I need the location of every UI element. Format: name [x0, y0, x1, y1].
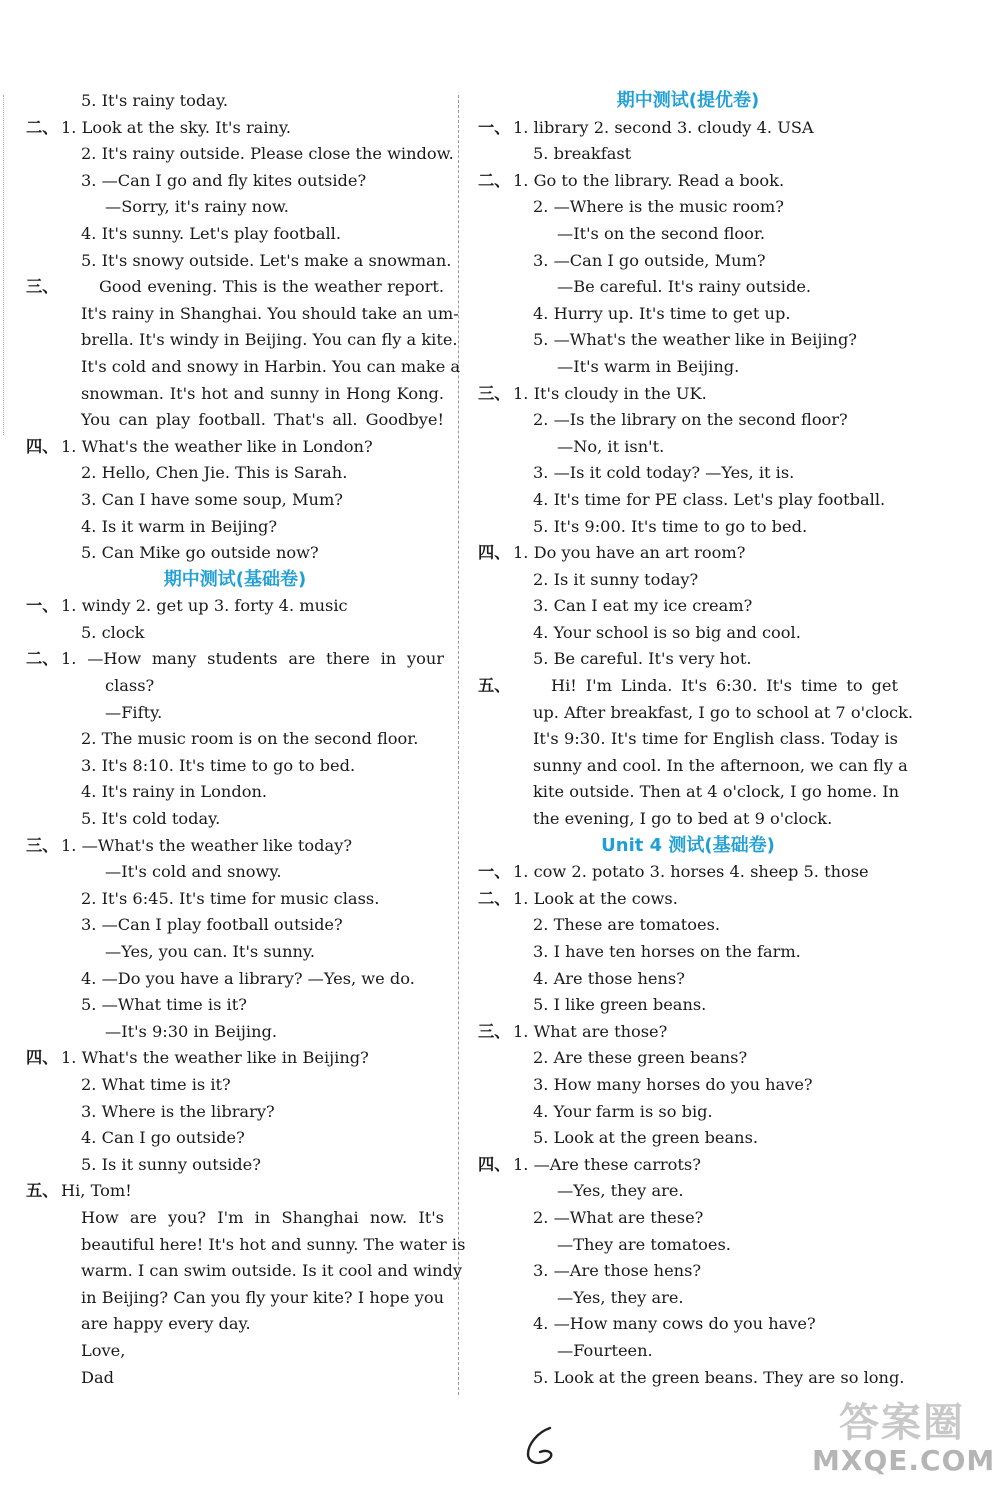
answer-line	[478, 1099, 898, 1126]
answer-text: 3. Can I eat my ice cream?	[533, 596, 753, 616]
answer-line	[478, 673, 898, 700]
answer-line	[26, 700, 444, 727]
answer-text: 5. Look at the green beans. They are so long.	[533, 1367, 905, 1387]
answer-text: 5. Can Mike go outside now?	[81, 543, 319, 563]
question-section-number	[478, 992, 513, 1019]
answer-line	[478, 753, 908, 780]
question-section-number: 一、	[26, 596, 59, 616]
question-section-number	[26, 540, 61, 567]
question-section-number	[478, 487, 513, 514]
answer-line	[478, 540, 898, 567]
question-section-number	[26, 194, 61, 221]
answer-line	[478, 1285, 898, 1312]
answer-line	[26, 646, 444, 673]
answer-text: kite outside. Then at 4 o'clock, I go home. In	[533, 782, 900, 802]
question-section-number: 三、	[478, 383, 511, 403]
answer-text: sunny and cool. In the afternoon, we can fly a	[533, 755, 908, 775]
question-section-number: 四、	[26, 436, 59, 456]
answer-line	[26, 460, 444, 487]
answer-text: 2. Hello, Chen Jie. This is Sarah.	[81, 463, 348, 483]
answer-text: —They are tomatoes.	[557, 1234, 731, 1254]
answer-text: 2. Is it sunny today?	[533, 569, 699, 589]
answer-line	[478, 567, 898, 594]
right-column	[478, 88, 914, 1391]
question-section-number	[478, 700, 513, 727]
answer-text: 3. —Can I go and fly kites outside?	[81, 170, 367, 190]
answer-text: —Be careful. It's rainy outside.	[557, 277, 812, 297]
question-section-number	[26, 620, 61, 647]
question-section-number: 五、	[478, 676, 511, 696]
answer-text: 5. It's 9:00. It's time to go to bed.	[533, 516, 808, 536]
question-section-number	[478, 1205, 513, 1232]
answer-line	[478, 1072, 898, 1099]
answer-text: It's cold and snowy in Harbin. You can make a	[81, 356, 461, 376]
answer-text: 3. —Can I play football outside?	[81, 915, 343, 935]
question-section-number: 二、	[478, 170, 511, 190]
answer-line	[26, 620, 444, 647]
question-section-number: 二、	[26, 649, 59, 669]
answer-text: —It's cold and snowy.	[105, 862, 282, 882]
answer-line	[478, 381, 898, 408]
answer-line	[478, 1125, 898, 1152]
question-section-number	[478, 646, 513, 673]
answer-text: 1. What's the weather like in Beijing?	[61, 1048, 369, 1068]
answer-text: beautiful here! It's hot and sunny. The water is	[81, 1234, 466, 1254]
answer-text: 1. What's the weather like in London?	[61, 436, 373, 456]
question-section-number	[478, 1285, 513, 1312]
answer-line	[26, 726, 444, 753]
section-heading: 期中测试(基础卷)	[163, 568, 307, 590]
question-section-number	[26, 381, 61, 408]
left-column	[26, 88, 466, 1391]
question-section-number	[478, 1232, 513, 1259]
answer-line	[478, 939, 898, 966]
answer-text: 5. I like green beans.	[533, 995, 707, 1015]
answer-text: —Fifty.	[105, 702, 163, 722]
answer-line	[478, 487, 898, 514]
answer-text: 4. It's time for PE class. Let's play football.	[533, 489, 886, 509]
answer-text: 5. It's snowy outside. Let's make a snowman.	[81, 250, 452, 270]
question-section-number	[478, 1125, 513, 1152]
answer-line	[478, 168, 898, 195]
answer-text: 4. —Do you have a library? —Yes, we do.	[81, 968, 415, 988]
answer-line	[478, 115, 898, 142]
answer-text: 1. windy 2. get up 3. forty 4. music	[61, 596, 348, 616]
answer-line	[478, 1205, 898, 1232]
answer-text: 1. cow 2. potato 3. horses 4. sheep 5. those	[513, 862, 869, 882]
answer-line	[26, 354, 461, 381]
answer-text: 4. Hurry up. It's time to get up.	[533, 303, 791, 323]
answer-line	[26, 274, 444, 301]
question-section-number	[478, 407, 513, 434]
answer-text: 5. Look at the green beans.	[533, 1128, 759, 1148]
answer-line	[26, 886, 444, 913]
question-section-number	[478, 354, 513, 381]
answer-text: 1. It's cloudy in the UK.	[513, 383, 707, 403]
answer-text: —Yes, you can. It's sunny.	[105, 942, 316, 961]
question-section-number	[478, 1045, 513, 1072]
answer-line	[26, 327, 458, 354]
answer-text: 4. —How many cows do you have?	[533, 1314, 816, 1334]
answer-line	[478, 194, 898, 221]
answer-text: 4. It's rainy in London.	[81, 782, 268, 802]
answer-text: brella. It's windy in Beijing. You can fly a kite.	[81, 330, 458, 350]
answer-line	[478, 434, 898, 461]
question-section-number: 四、	[478, 1154, 511, 1174]
answer-line	[478, 726, 898, 753]
question-section-number	[26, 726, 61, 753]
answer-line	[478, 354, 898, 381]
question-section-number: 四、	[26, 1048, 59, 1068]
question-section-number	[478, 141, 513, 168]
answer-line	[26, 753, 444, 780]
question-section-number: 二、	[26, 117, 59, 137]
answer-text: —Fourteen.	[557, 1340, 653, 1360]
answer-text: warm. I can swim outside. Is it cool and windy	[81, 1261, 463, 1281]
answer-line	[26, 1365, 444, 1392]
answer-text: 1. Do you have an art room?	[513, 543, 746, 563]
answer-line	[26, 966, 444, 993]
handwritten-page-number	[520, 1422, 560, 1470]
question-section-number	[26, 859, 61, 886]
question-section-number	[26, 141, 61, 168]
question-section-number	[478, 1311, 513, 1338]
answer-line	[478, 966, 898, 993]
answer-line	[478, 593, 898, 620]
answer-text: 4. Can I go outside?	[81, 1128, 245, 1148]
answer-text: 5. —What's the weather like in Beijing?	[533, 330, 857, 350]
answer-line	[26, 434, 444, 461]
question-section-number	[26, 487, 61, 514]
answer-line	[478, 1338, 898, 1365]
answer-line	[478, 1258, 898, 1285]
answer-text: 2. Are these green beans?	[533, 1048, 748, 1068]
answer-text: 2. The music room is on the second floor.	[81, 729, 419, 749]
answer-line	[26, 1232, 466, 1259]
question-section-number	[26, 1338, 61, 1365]
answer-line	[26, 939, 444, 966]
question-section-number	[478, 939, 513, 966]
answer-line	[26, 992, 444, 1019]
answer-text: 2. It's 6:45. It's time for music class.	[81, 888, 380, 908]
answer-line	[26, 1045, 444, 1072]
section-heading: 期中测试(提优卷)	[616, 90, 760, 111]
question-section-number	[26, 966, 61, 993]
question-section-number	[478, 514, 513, 541]
answer-text: snowman. It's hot and sunny in Hong Kong.	[81, 383, 444, 403]
answer-line	[26, 487, 444, 514]
question-section-number: 四、	[478, 543, 511, 563]
question-section-number	[478, 1338, 513, 1365]
question-section-number	[26, 1285, 61, 1312]
answer-text: —It's 9:30 in Beijing.	[105, 1021, 278, 1041]
answer-line	[26, 248, 452, 275]
answer-line	[478, 460, 898, 487]
answer-line	[478, 1311, 898, 1338]
question-section-number	[26, 1205, 61, 1232]
page-edge-dots	[3, 95, 4, 435]
answer-line	[478, 327, 898, 354]
question-section-number	[478, 1365, 513, 1392]
watermark	[812, 1400, 996, 1488]
watermark-url: MXQE.COM	[812, 1444, 996, 1477]
answer-text: —It's on the second floor.	[557, 223, 765, 243]
question-section-number	[26, 327, 61, 354]
answer-line	[26, 859, 444, 886]
answer-text: 4. It's sunny. Let's play football.	[81, 223, 341, 243]
answer-text: Hi! I'm Linda. It's 6:30. It's time to get	[551, 676, 898, 696]
answer-line	[26, 1178, 444, 1205]
answer-line	[26, 673, 444, 700]
answer-line	[478, 301, 898, 328]
answer-line	[478, 859, 898, 886]
answer-text: 2. What time is it?	[81, 1074, 231, 1094]
question-section-number	[26, 1019, 61, 1046]
question-section-number: 五、	[26, 1181, 59, 1201]
answer-text: 5. —What time is it?	[81, 995, 247, 1015]
answer-line	[26, 1125, 444, 1152]
answer-line	[478, 1365, 905, 1392]
answer-line	[26, 779, 444, 806]
answer-line	[26, 593, 444, 620]
answer-text: Love,	[81, 1340, 126, 1360]
answer-line	[26, 88, 444, 115]
answer-text: 5. breakfast	[533, 144, 632, 164]
answer-line	[26, 514, 444, 541]
answer-text: 4. Is it warm in Beijing?	[81, 516, 278, 536]
answer-line	[26, 115, 444, 142]
answer-text: 3. —Are those hens?	[533, 1261, 702, 1281]
answer-text: 5. clock	[81, 622, 145, 642]
answer-line	[26, 540, 444, 567]
answer-line	[26, 1338, 444, 1365]
answer-line	[26, 1152, 444, 1179]
question-section-number	[26, 886, 61, 913]
answer-line	[26, 221, 444, 248]
question-section-number	[478, 1099, 513, 1126]
question-section-number	[26, 700, 61, 727]
answer-line	[26, 1099, 444, 1126]
answer-line	[478, 806, 898, 833]
question-section-number	[26, 221, 61, 248]
answer-line	[478, 779, 898, 806]
question-section-number	[26, 673, 61, 700]
question-section-number	[26, 301, 61, 328]
question-section-number	[26, 1099, 61, 1126]
answer-text: 3. Where is the library?	[81, 1101, 275, 1121]
answer-line	[26, 833, 444, 860]
answer-text: 1. library 2. second 3. cloudy 4. USA	[513, 117, 814, 137]
answer-line	[26, 1019, 444, 1046]
answer-line	[26, 168, 444, 195]
answer-text: 3. —Is it cold today? —Yes, it is.	[533, 463, 795, 483]
answer-text: up. After breakfast, I go to school at 7 o'clock.	[533, 702, 914, 722]
answer-line	[478, 1019, 898, 1046]
question-section-number	[26, 407, 61, 434]
answer-line	[26, 141, 454, 168]
question-section-number	[26, 514, 61, 541]
watermark-logo-text: 答案圈	[839, 1400, 965, 1446]
answer-text: 4. Are those hens?	[533, 968, 685, 988]
answer-line	[26, 1205, 444, 1232]
question-section-number	[478, 274, 513, 301]
answer-text: 5. Is it sunny outside?	[81, 1154, 261, 1174]
question-section-number	[478, 593, 513, 620]
answer-text: —Sorry, it's rainy now.	[105, 197, 289, 217]
answer-text: Dad	[81, 1367, 114, 1387]
answer-line	[478, 407, 898, 434]
question-section-number	[26, 248, 61, 275]
answer-line	[478, 1152, 898, 1179]
answer-line	[478, 1045, 898, 1072]
answer-line	[478, 886, 898, 913]
question-section-number	[26, 1072, 61, 1099]
question-section-number	[26, 354, 61, 381]
question-section-number	[26, 912, 61, 939]
answer-text: 2. —What are these?	[533, 1207, 704, 1227]
answer-line	[26, 407, 444, 434]
answer-line	[478, 141, 898, 168]
answer-text: 3. How many horses do you have?	[533, 1074, 813, 1094]
answer-text: It's rainy in Shanghai. You should take an um-	[81, 303, 459, 323]
answer-text: 4. Your school is so big and cool.	[533, 622, 801, 642]
question-section-number	[478, 806, 513, 833]
answer-text: You can play football. That's all. Goodbye!	[81, 410, 444, 430]
question-section-number	[478, 753, 513, 780]
answer-text: the evening, I go to bed at 9 o'clock.	[533, 809, 833, 829]
answer-line	[26, 1072, 444, 1099]
question-section-number	[26, 460, 61, 487]
answer-line	[478, 514, 898, 541]
question-section-number	[478, 1178, 513, 1205]
question-section-number	[478, 1258, 513, 1285]
answer-line	[478, 912, 898, 939]
answer-text: 1. What are those?	[513, 1021, 668, 1041]
answer-line	[478, 992, 898, 1019]
answer-line	[26, 301, 459, 328]
question-section-number	[26, 1125, 61, 1152]
answer-line	[478, 700, 914, 727]
question-section-number: 二、	[478, 888, 511, 908]
answer-text: —No, it isn't.	[557, 436, 665, 456]
answer-text: 1. —What's the weather like today?	[61, 835, 353, 855]
answer-text: 5. Be careful. It's very hot.	[533, 649, 752, 669]
question-section-number	[26, 168, 61, 195]
answer-text: Hi, Tom!	[61, 1181, 132, 1201]
question-section-number: 三、	[26, 277, 59, 297]
question-section-number	[478, 1072, 513, 1099]
answer-text: 3. —Can I go outside, Mum?	[533, 250, 766, 270]
answer-line	[478, 221, 898, 248]
answer-text: 3. Can I have some soup, Mum?	[81, 489, 343, 509]
answer-text: 1. —Are these carrots?	[513, 1154, 701, 1174]
question-section-number	[26, 779, 61, 806]
answer-text: 2. It's rainy outside. Please close the window.	[81, 144, 454, 164]
question-section-number	[26, 88, 61, 115]
question-section-number	[26, 1232, 61, 1259]
answer-line	[478, 1232, 898, 1259]
question-section-number: 一、	[478, 117, 511, 137]
answer-text: 1. Look at the cows.	[513, 888, 678, 908]
answer-text: 5. It's rainy today.	[81, 91, 229, 110]
question-section-number	[26, 1258, 61, 1285]
answer-line	[26, 806, 444, 833]
answer-text: 3. I have ten horses on the farm.	[533, 942, 801, 961]
answer-text: 4. Your farm is so big.	[533, 1101, 713, 1121]
answer-text: 1. —How many students are there in your	[61, 649, 444, 669]
column-divider	[458, 95, 459, 1395]
question-section-number: 三、	[478, 1021, 511, 1041]
section-heading: Unit 4 测试(基础卷)	[601, 834, 775, 856]
question-section-number	[478, 779, 513, 806]
question-section-number	[478, 301, 513, 328]
answer-line	[478, 248, 898, 275]
question-section-number	[26, 1311, 61, 1338]
answer-text: 1. Look at the sky. It's rainy.	[61, 117, 292, 137]
answer-text: 5. It's cold today.	[81, 809, 221, 829]
answer-line	[478, 620, 898, 647]
answer-line	[26, 194, 444, 221]
question-section-number	[26, 939, 61, 966]
answer-text: —It's warm in Beijing.	[557, 356, 740, 376]
answer-text: 2. —Where is the music room?	[533, 197, 784, 217]
answer-text: 3. It's 8:10. It's time to go to bed.	[81, 755, 356, 775]
question-section-number	[26, 1152, 61, 1179]
question-section-number	[478, 327, 513, 354]
question-section-number: 一、	[478, 862, 511, 882]
answer-line	[26, 1285, 444, 1312]
answer-text: Good evening. This is the weather report.	[99, 277, 444, 297]
answer-line	[478, 646, 898, 673]
answer-text: —Yes, they are.	[557, 1287, 684, 1307]
answer-text: 2. These are tomatoes.	[533, 915, 721, 935]
question-section-number	[26, 992, 61, 1019]
answer-text: class?	[105, 676, 155, 696]
answer-line	[478, 274, 898, 301]
answer-text: —Yes, they are.	[557, 1181, 684, 1201]
question-section-number	[26, 753, 61, 780]
question-section-number	[478, 620, 513, 647]
question-section-number	[26, 806, 61, 833]
question-section-number	[478, 221, 513, 248]
answer-line	[26, 1258, 463, 1285]
question-section-number	[478, 567, 513, 594]
answer-text: 2. —Is the library on the second floor?	[533, 410, 848, 430]
question-section-number	[478, 912, 513, 939]
answer-line	[478, 1178, 898, 1205]
answer-text: How are you? I'm in Shanghai now. It's	[81, 1207, 444, 1227]
answer-text: 1. Go to the library. Read a book.	[513, 170, 785, 190]
answer-line	[26, 381, 444, 408]
answer-text: are happy every day.	[81, 1314, 251, 1334]
answer-text: It's 9:30. It's time for English class. Today is	[533, 729, 898, 749]
question-section-number	[478, 726, 513, 753]
question-section-number: 三、	[26, 835, 59, 855]
answer-line	[26, 912, 444, 939]
question-section-number	[478, 966, 513, 993]
answer-text: in Beijing? Can you fly your kite? I hope you	[81, 1287, 444, 1307]
question-section-number	[478, 248, 513, 275]
question-section-number	[26, 1365, 61, 1392]
question-section-number	[478, 434, 513, 461]
question-section-number	[478, 460, 513, 487]
answer-line	[26, 1311, 444, 1338]
question-section-number	[478, 194, 513, 221]
